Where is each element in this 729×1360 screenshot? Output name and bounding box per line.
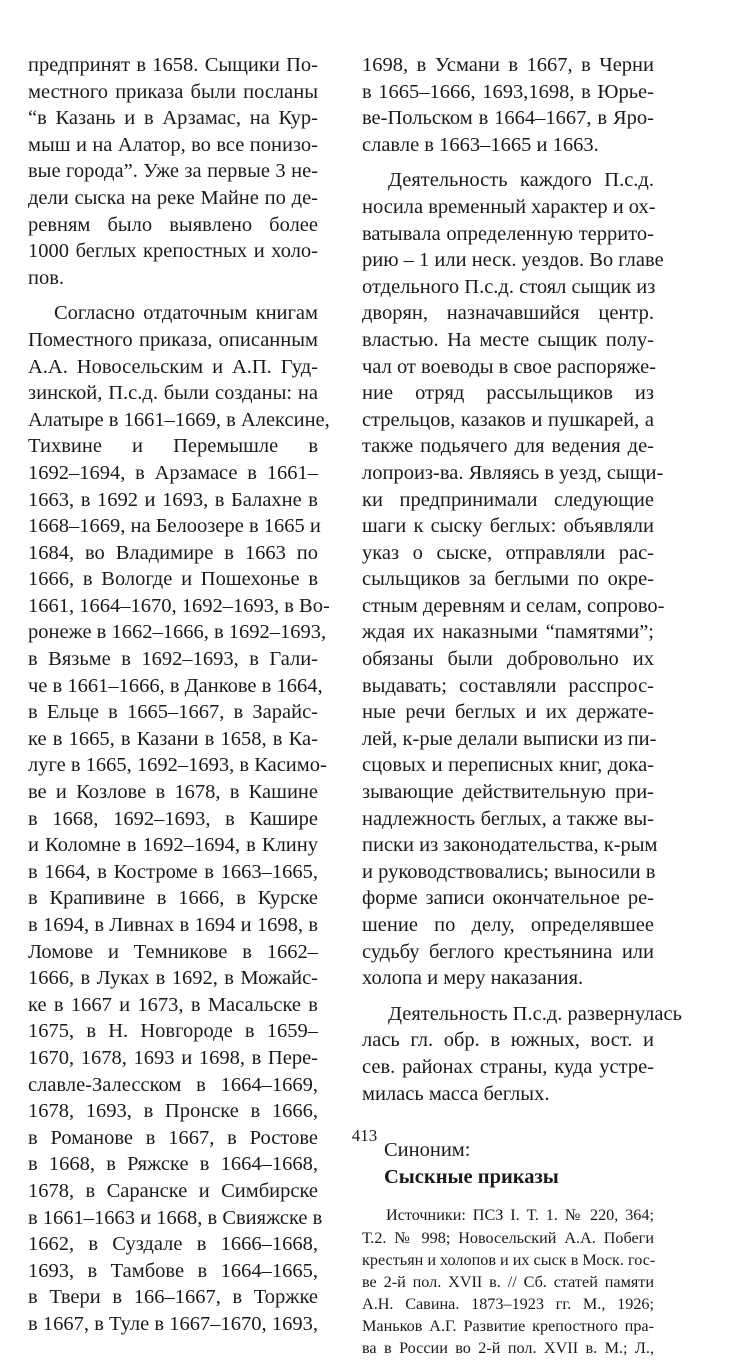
text-line: сцовых и переписных книг, дока- bbox=[362, 754, 654, 777]
text-line: указ о сыске, отправляли рас- bbox=[362, 541, 654, 564]
text-line: ке в 1667 и 1673, в Масальске в bbox=[28, 993, 318, 1016]
text-line: шение по делу, определявшее bbox=[362, 914, 654, 936]
right-column bbox=[362, 52, 682, 1360]
text-line: властью. На месте сыщик полу- bbox=[362, 328, 654, 351]
page-number: 413 bbox=[351, 1126, 378, 1145]
text-line: 1693, в Тамбове в 1664–1665, bbox=[28, 1259, 318, 1282]
paragraph bbox=[28, 300, 330, 1337]
text-line: пов. bbox=[28, 266, 65, 289]
text-line: Т.2. № 998; Новосельский А.А. Побеги bbox=[362, 1228, 654, 1247]
text-line: сыльщиков за беглыми по окре- bbox=[362, 568, 654, 591]
text-line: Согласно отдаточным книгам bbox=[54, 302, 318, 325]
text-line: ва в России во 2-й пол. XVII в. М.; Л., bbox=[362, 1339, 654, 1358]
text-line: ве и Козлове в 1678, в Кашине bbox=[28, 781, 318, 804]
text-line: ве 2-й пол. XVII в. // Сб. статей памяти bbox=[362, 1272, 654, 1291]
text-line: Источники: ПСЗ I. Т. 1. № 220, 364; bbox=[386, 1206, 654, 1225]
text-line: в 1661–1663 и 1668, в Свияжске в bbox=[28, 1206, 323, 1229]
text-line: Алатыре в 1661–1669, в Алексине, bbox=[28, 408, 330, 431]
text-line: мыш и на Алатор, во все понизо- bbox=[28, 133, 318, 156]
text-line: в 1668, в Ряжске в 1664–1668, bbox=[28, 1153, 318, 1176]
text-line: предпринят в 1658. Сыщики По- bbox=[28, 54, 318, 76]
text-line: луге в 1665, 1692–1693, в Касимо- bbox=[28, 754, 327, 777]
text-line: Маньков А.Г. Развитие крепостного пра- bbox=[362, 1317, 654, 1336]
text-line: в Твери в 166–1667, в Торжке bbox=[28, 1286, 318, 1309]
text-line: носила временный характер и ох- bbox=[362, 195, 656, 218]
text-line: 1678, в Саранске и Симбирске bbox=[28, 1179, 318, 1202]
text-line: дворян, назначавшийся центр. bbox=[362, 302, 654, 325]
text-line: 1666, в Луках в 1692, в Можайс- bbox=[28, 967, 318, 990]
text-line: лей, к-рые делали выписки из пи- bbox=[362, 727, 657, 750]
text-line: и Коломне в 1692–1694, в Клину bbox=[28, 834, 318, 857]
text-line: в 1667, в Туле в 1667–1670, 1693, bbox=[28, 1312, 318, 1335]
text-line: ние отряд рассыльщиков из bbox=[362, 382, 654, 405]
text-line: милась масса беглых. bbox=[362, 1082, 550, 1105]
text-line: Деятельность П.с.д. развернулась bbox=[388, 1002, 682, 1025]
text-line: славле в 1663–1665 и 1663. bbox=[362, 133, 599, 156]
paragraph bbox=[362, 52, 654, 158]
paragraph bbox=[28, 52, 318, 291]
text-line: 1698, в Усмани в 1667, в Черни bbox=[362, 54, 654, 76]
text-line: зинской, П.с.д. были созданы: на bbox=[28, 382, 318, 405]
text-line: Ломове и Темникове в 1662– bbox=[28, 940, 318, 963]
text-line: выдавать; составляли расспрос- bbox=[362, 674, 654, 697]
text-line: ревням было выявлено более bbox=[28, 213, 318, 236]
text-line: Тихвине и Перемышле в bbox=[28, 435, 318, 458]
text-line: че в 1661–1666, в Данкове в 1664, bbox=[28, 674, 323, 697]
text-line: “в Казань и в Арзамас, на Кур- bbox=[28, 107, 318, 130]
text-line: 1692–1694, в Арзамасе в 1661– bbox=[28, 461, 318, 484]
text-line: Деятельность каждого П.с.д. bbox=[388, 169, 654, 192]
text-line: шаги к сыску беглых: объявляли bbox=[362, 515, 654, 538]
text-line: 1662, в Суздале в 1666–1668, bbox=[28, 1233, 318, 1256]
text-line: надлежность беглых, а также вы- bbox=[362, 807, 654, 830]
text-line: обязаны были добровольно их bbox=[362, 648, 654, 671]
text-line: 1661, 1664–1670, 1692–1693, в Во- bbox=[28, 594, 330, 617]
text-line: ватывала определенную террито- bbox=[362, 222, 654, 245]
text-line: 1684, во Владимире в 1663 по bbox=[28, 541, 318, 564]
text-line: славле-Залесском в 1664–1669, bbox=[28, 1073, 318, 1096]
text-line: судьбу беглого крестьянина или bbox=[362, 940, 654, 963]
text-line: ждая их наказными “памятями”; bbox=[362, 621, 654, 644]
text-line: 1675, в Н. Новгороде в 1659– bbox=[28, 1020, 318, 1043]
text-line: форме записи окончательное ре- bbox=[362, 887, 654, 910]
text-line: вые города”. Уже за первые 3 не- bbox=[28, 160, 318, 183]
text-line: ке в 1665, в Казани в 1658, в Ка- bbox=[28, 727, 318, 750]
text-line: сев. районах страны, куда устре- bbox=[362, 1055, 654, 1078]
text-line: местного приказа были посланы bbox=[28, 80, 318, 103]
text-line: 1678, 1693, в Пронске в 1666, bbox=[28, 1100, 318, 1123]
text-line: в 1668, 1692–1693, в Кашире bbox=[28, 807, 318, 830]
text-line: крестьян и холопов и их сыск в Моск. гос- bbox=[362, 1250, 656, 1269]
text-line: Поместного приказа, описанным bbox=[28, 328, 318, 351]
text-line: в 1694, в Ливнах в 1694 и 1698, в bbox=[28, 914, 318, 936]
text-line: ве-Польском в 1664–1667, в Яро- bbox=[362, 107, 654, 130]
text-line: лась гл. обр. в южных, вост. и bbox=[362, 1029, 654, 1052]
text-line: ронеже в 1662–1666, в 1692–1693, bbox=[28, 621, 327, 644]
text-line: в Вязьме в 1692–1693, в Гали- bbox=[28, 648, 318, 671]
text-line: зывающие действительную при- bbox=[362, 781, 654, 804]
text-line: чал от воеводы в свое распоряже- bbox=[362, 355, 657, 378]
text-line: 1663, в 1692 и 1693, в Балахне в bbox=[28, 488, 318, 511]
text-line: ные речи беглых и их держате- bbox=[362, 701, 654, 724]
text-line: А.А. Новосельским и А.П. Гуд- bbox=[28, 355, 318, 378]
text-line: в 1664, в Костроме в 1663–1665, bbox=[28, 860, 318, 883]
paragraph bbox=[362, 1001, 682, 1107]
text-line: также подьячего для ведения де- bbox=[362, 435, 654, 458]
text-line: дели сыска на реке Майне по де- bbox=[28, 186, 318, 209]
text-line: в 1665–1666, 1693,1698, в Юрье- bbox=[362, 80, 654, 103]
text-line: 1670, 1678, 1693 и 1698, в Пере- bbox=[28, 1046, 318, 1069]
text-line: в Крапивине в 1666, в Курске bbox=[28, 887, 318, 910]
synonym-label: Синоним: bbox=[384, 1139, 471, 1162]
sources bbox=[362, 1204, 654, 1359]
text-line: 1668–1669, на Белоозере в 1665 и bbox=[28, 515, 321, 538]
text-line: стрельцов, казаков и пушкарей, а bbox=[362, 408, 654, 431]
text-line: лопроиз-ва. Являясь в уезд, сыщи- bbox=[362, 461, 664, 484]
text-line: в Ельце в 1665–1667, в Зарайс- bbox=[28, 701, 318, 724]
text-line: отдельного П.с.д. стоял сыщик из bbox=[362, 275, 656, 298]
text-line: холопа и меру наказания. bbox=[362, 967, 584, 990]
text-line: и руководствовались; выносили в bbox=[362, 860, 656, 883]
paragraph bbox=[362, 167, 665, 991]
text-line: стным деревням и селам, сопрово- bbox=[362, 594, 665, 617]
text-line: А.Н. Савина. 1873–1923 гг. М., 1926; bbox=[362, 1295, 654, 1314]
text-line: ки предпринимали следующие bbox=[362, 488, 654, 511]
synonym-term: Сыскные приказы bbox=[384, 1165, 559, 1188]
text-line: 1666, в Вологде и Пошехонье в bbox=[28, 568, 318, 591]
text-line: рию – 1 или неск. уездов. Во главе bbox=[362, 249, 664, 272]
text-line: в Романове в 1667, в Ростове bbox=[28, 1126, 318, 1149]
text-line: писки из законодательства, к-рым bbox=[362, 834, 658, 857]
text-line: 1000 беглых крепостных и холо- bbox=[28, 240, 318, 263]
